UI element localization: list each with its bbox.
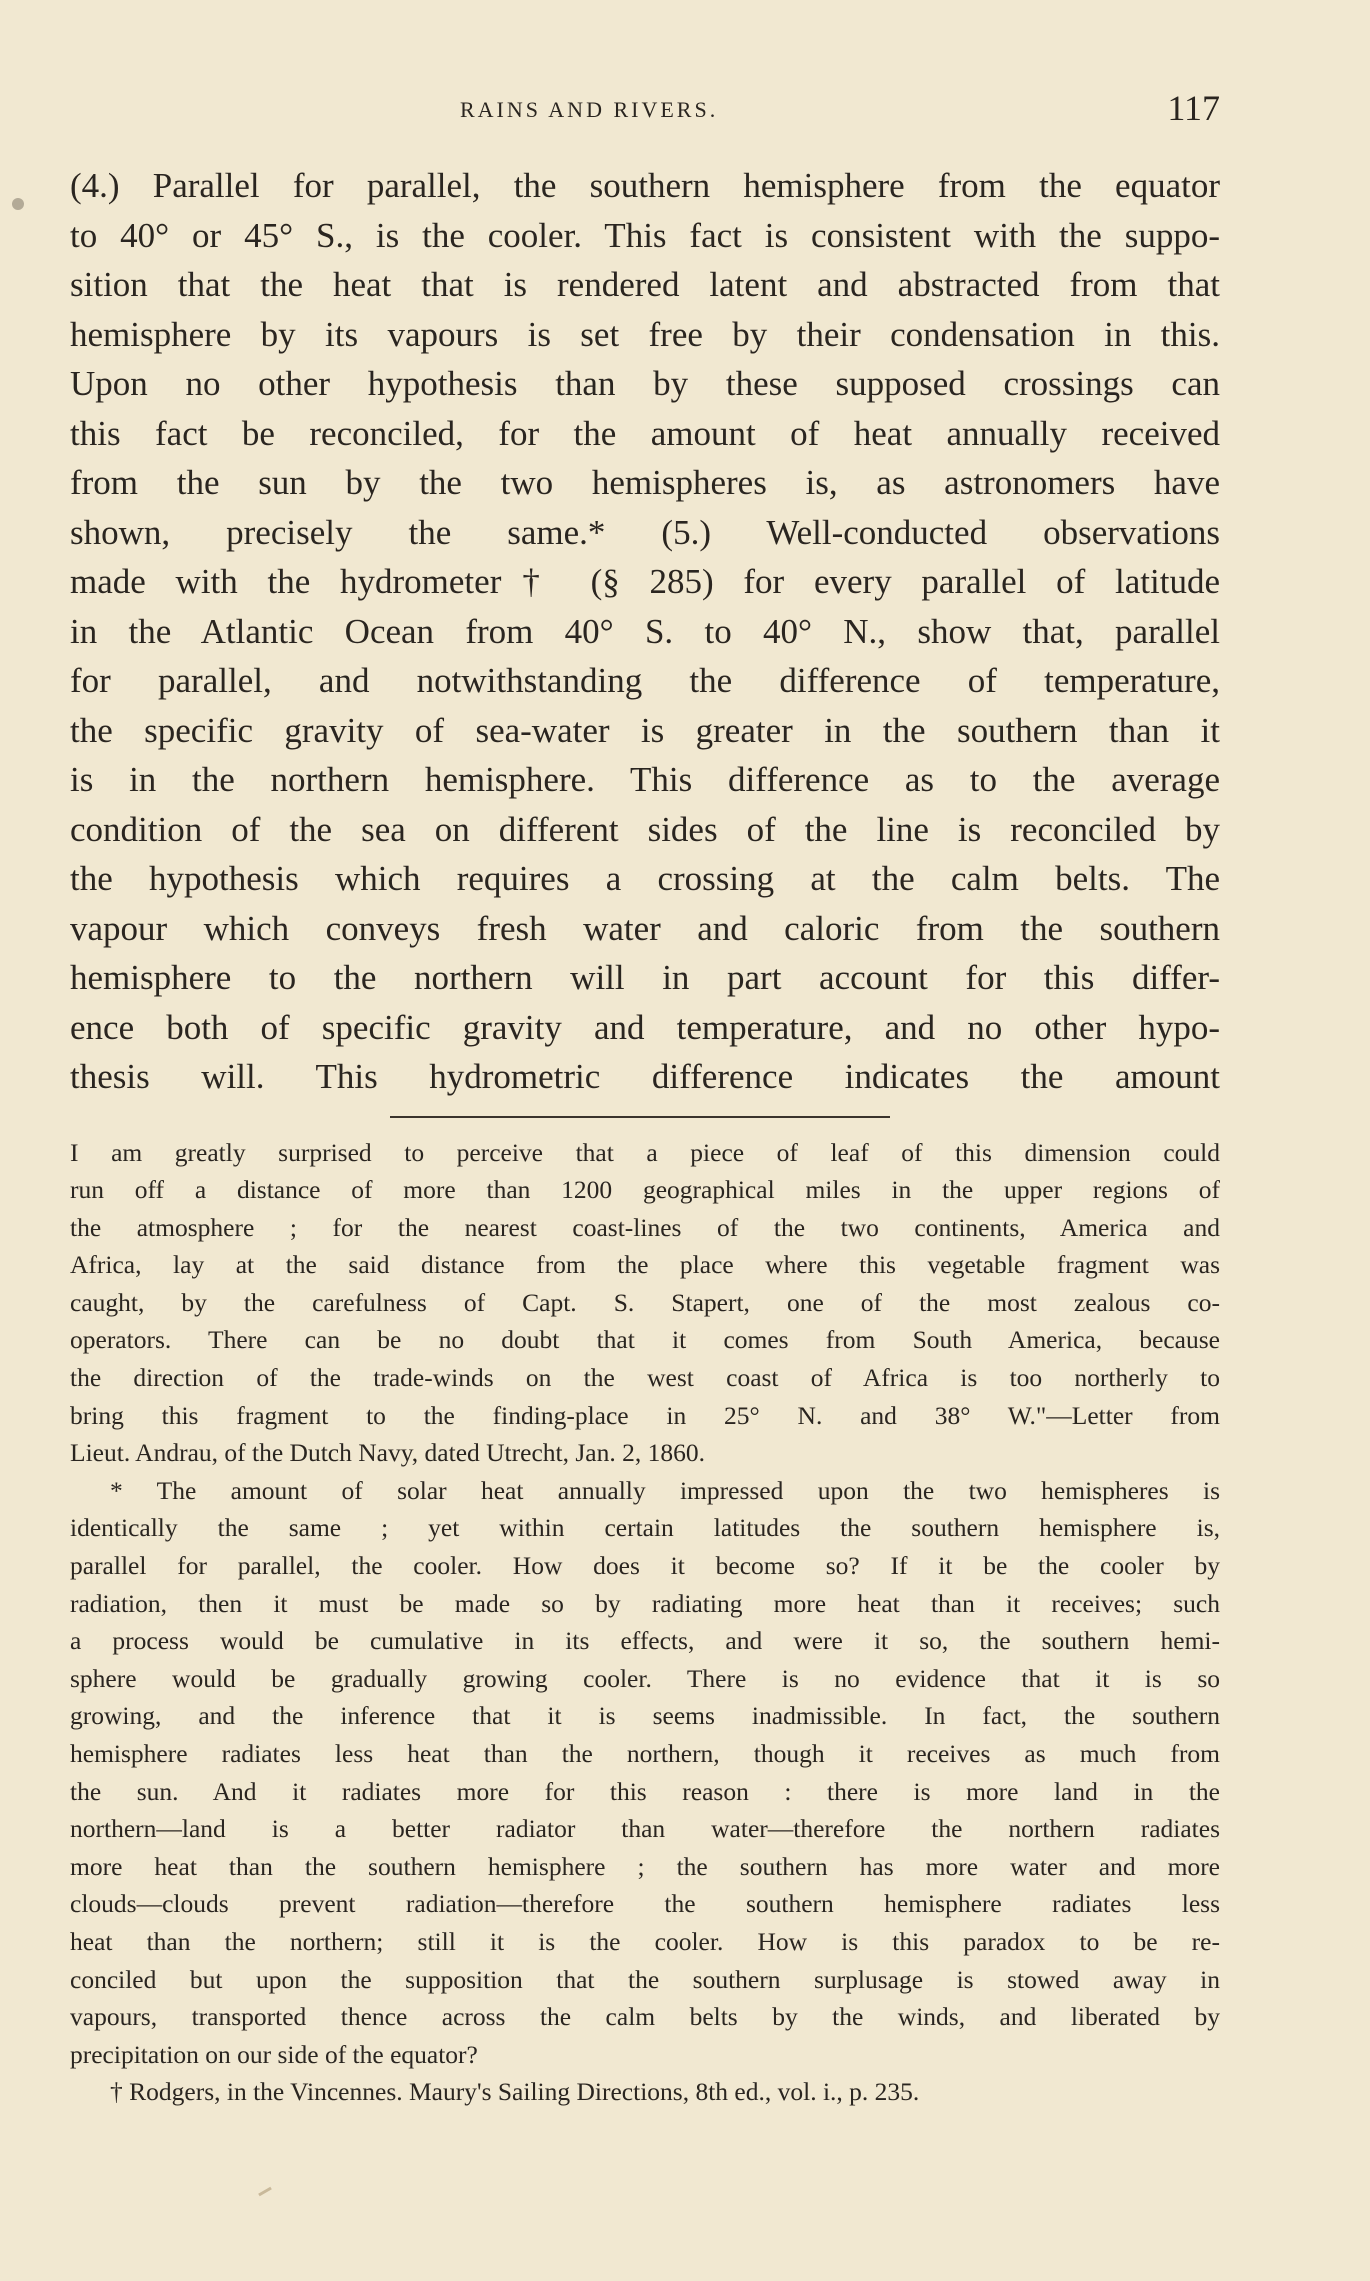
running-head: RAINS AND RIVERS. bbox=[460, 97, 719, 122]
body-line: for parallel, and notwithstanding the difference of temperature, bbox=[70, 661, 1220, 700]
footnote-line: Africa, lay at the said distance from the place where this vegetable fragment was bbox=[70, 1250, 1220, 1280]
body-line: Upon no other hypothesis than by these supposed crossings can bbox=[70, 364, 1220, 403]
body-line: this fact be reconciled, for the amount of heat annually received bbox=[70, 413, 1220, 453]
page-number: 117 bbox=[1167, 88, 1220, 128]
body-line: is in the northern hemisphere. This difference as to the average bbox=[70, 760, 1220, 799]
footnote-line: operators. There can be no doubt that it comes from South America, because bbox=[70, 1325, 1220, 1355]
footnote-line: bring this fragment to the finding-place in 25° N. and 38° W."—Letter from bbox=[70, 1400, 1220, 1430]
footnote-line: the direction of the trade-winds on the west coast of Africa is too northerly to bbox=[70, 1363, 1220, 1393]
footnotes bbox=[70, 1134, 1220, 2111]
body-line: vapour which conveys fresh water and caloric from the southern bbox=[70, 908, 1220, 948]
body-line: made with the hydrometer† (§ 285) for every parallel of latitude bbox=[70, 562, 1220, 601]
footnote-line: conciled but upon the supposition that the southern surplusage is stowed away in bbox=[70, 1964, 1220, 1994]
footnote-line: a process would be cumulative in its effects, and were it so, the southern hemi- bbox=[70, 1626, 1220, 1656]
footnote-line: growing, and the inference that it is seems inadmissible. In fact, the southern bbox=[70, 1701, 1220, 1731]
footnote-line: radiation, then it must be made so by radiating more heat than it receives; such bbox=[70, 1588, 1220, 1618]
footnote-line: run off a distance of more than 1200 geographical miles in the upper regions of bbox=[70, 1175, 1220, 1205]
footnote-line: sphere would be gradually growing cooler. There is no evidence that it is so bbox=[70, 1663, 1220, 1693]
main-text bbox=[70, 161, 1220, 1102]
body-line: sition that the heat that is rendered latent and abstracted from that bbox=[70, 265, 1220, 304]
footnote-line: parallel for parallel, the cooler. How does it become so? If it be the cooler by bbox=[70, 1551, 1220, 1581]
footnote-divider bbox=[390, 1116, 890, 1118]
footnote-line: clouds—clouds prevent radiation—therefore the southern hemisphere radiates less bbox=[70, 1889, 1220, 1919]
body-line: from the sun by the two hemispheres is, as astronomers have bbox=[70, 463, 1220, 502]
body-line: thesis will. This hydrometric difference indicates the amount bbox=[70, 1057, 1220, 1096]
body-line: condition of the sea on different sides of the line is reconciled by bbox=[70, 809, 1220, 849]
body-line: shown, precisely the same.* (5.) Well-conducted observations bbox=[70, 512, 1220, 552]
footnote-line: caught, by the carefulness of Capt. S. Stapert, one of the most zealous co- bbox=[70, 1287, 1220, 1317]
footnote-line: the atmosphere ; for the nearest coast-lines of the two continents, America and bbox=[70, 1212, 1220, 1242]
book-page bbox=[70, 85, 1220, 2111]
footnote-line: the sun. And it radiates more for this reason : there is more land in the bbox=[70, 1776, 1220, 1806]
body-line: to 40° or 45° S., is the cooler. This fact is consistent with the suppo- bbox=[70, 215, 1220, 255]
footnote-line: more heat than the southern hemisphere ; the southern has more water and more bbox=[70, 1851, 1220, 1881]
footnote-line: Lieut. Andrau, of the Dutch Navy, dated Utrecht, Jan. 2, 1860. bbox=[70, 1438, 705, 1468]
footnote-line: † Rodgers, in the Vincennes. Maury's Sailing Directions, 8th ed., vol. i., p. 235. bbox=[110, 2077, 920, 2107]
footnote-line: northern—land is a better radiator than water—therefore the northern radiates bbox=[70, 1814, 1220, 1844]
footnote-line: I am greatly surprised to perceive that a piece of leaf of this dimension could bbox=[70, 1137, 1220, 1167]
footnote-line: precipitation on our side of the equator? bbox=[70, 2039, 478, 2069]
paper-speck bbox=[258, 2187, 272, 2197]
ink-smudge bbox=[12, 198, 24, 210]
body-line: hemisphere by its vapours is set free by their condensation in this. bbox=[70, 314, 1220, 354]
body-line: the hypothesis which requires a crossing at the calm belts. The bbox=[70, 859, 1220, 898]
footnote-line: identically the same ; yet within certain latitudes the southern hemisphere is, bbox=[70, 1513, 1220, 1543]
body-line: hemisphere to the northern will in part account for this differ- bbox=[70, 958, 1220, 997]
footnote-line: vapours, transported thence across the calm belts by the winds, and liberated by bbox=[70, 2002, 1220, 2032]
body-line: (4.) Parallel for parallel, the southern hemisphere from the equator bbox=[70, 166, 1220, 205]
body-line: ence both of specific gravity and temperature, and no other hypo- bbox=[70, 1007, 1220, 1047]
footnote-line: hemisphere radiates less heat than the northern, though it receives as much from bbox=[70, 1739, 1220, 1768]
body-line: the specific gravity of sea-water is greater in the southern than it bbox=[70, 710, 1220, 750]
footnote-line: heat than the northern; still it is the cooler. How is this paradox to be re- bbox=[70, 1926, 1220, 1956]
footnote-line: * The amount of solar heat annually impressed upon the two hemispheres is bbox=[110, 1475, 1220, 1505]
page-header bbox=[70, 85, 1220, 141]
body-line: in the Atlantic Ocean from 40° S. to 40° N., show that, parallel bbox=[70, 611, 1220, 651]
